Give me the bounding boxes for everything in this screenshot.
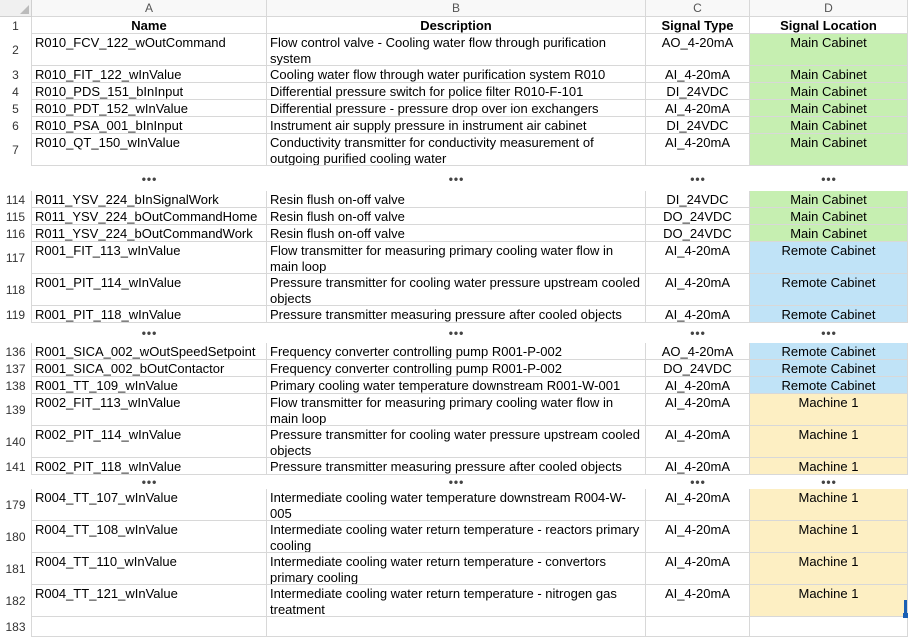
table-row [0, 191, 912, 208]
description-cell[interactable]: Differential pressure switch for police filter R010-F-101 [267, 83, 646, 100]
row-header[interactable]: 141 [0, 458, 32, 475]
name-cell[interactable]: R001_PIT_114_wInValue [32, 274, 267, 306]
signal-location-cell[interactable]: Remote Cabinet [750, 242, 908, 274]
table-row [0, 117, 912, 134]
row-header[interactable]: 117 [0, 242, 32, 274]
description-cell[interactable]: Primary cooling water temperature downstream R001-W-001 [267, 377, 646, 394]
row-header[interactable]: 1 [0, 17, 32, 34]
description-cell[interactable]: Flow transmitter for measuring primary cooling water flow in main loop [267, 242, 646, 274]
signal-type-cell[interactable]: AO_4-20mA [646, 343, 750, 360]
signal-type-cell[interactable]: AO_4-20mA [646, 34, 750, 66]
select-all-corner[interactable] [0, 0, 32, 17]
row-header[interactable]: 116 [0, 225, 32, 242]
signal-type-cell[interactable]: AI_4-20mA [646, 458, 750, 475]
table-row [0, 360, 912, 377]
name-cell[interactable]: R001_SICA_002_bOutContactor [32, 360, 267, 377]
description-cell[interactable]: Resin flush on-off valve [267, 191, 646, 208]
description-cell[interactable]: Differential pressure - pressure drop over ion exchangers [267, 100, 646, 117]
row-header[interactable]: 180 [0, 521, 32, 553]
signal-location-cell[interactable]: Machine 1 [750, 394, 908, 426]
name-cell[interactable]: R004_TT_108_wInValue [32, 521, 267, 553]
name-cell[interactable]: R011_YSV_224_bInSignalWork [32, 191, 267, 208]
signal-type-cell[interactable]: DI_24VDC [646, 83, 750, 100]
signal-type-cell[interactable]: DO_24VDC [646, 208, 750, 225]
column-header-a[interactable]: A [32, 0, 267, 17]
ellipsis-marker-c: ••• [690, 171, 706, 186]
signal-type-cell[interactable]: AI_4-20mA [646, 521, 750, 553]
table-row [0, 66, 912, 83]
table-row [0, 242, 912, 274]
description-cell[interactable]: Pressure transmitter for cooling water pressure upstream cooled objects [267, 274, 646, 306]
signal-type-cell[interactable]: DO_24VDC [646, 360, 750, 377]
signal-location-cell[interactable]: Remote Cabinet [750, 360, 908, 377]
name-cell[interactable]: R001_PIT_118_wInValue [32, 306, 267, 323]
signal-type-cell[interactable]: AI_4-20mA [646, 489, 750, 521]
name-cell[interactable] [32, 617, 267, 637]
signal-location-cell[interactable]: Main Cabinet [750, 134, 908, 166]
table-row [0, 100, 912, 117]
ellipsis-marker-d: ••• [750, 166, 908, 191]
signal-type-cell[interactable]: AI_4-20mA [646, 553, 750, 585]
name-cell[interactable]: R001_FIT_113_wInValue [32, 242, 267, 274]
table-row [0, 553, 912, 585]
name-cell[interactable]: R010_PSA_001_bInInput [32, 117, 267, 134]
description-cell[interactable]: Intermediate cooling water return temperature - nitrogen gas treatment [267, 585, 646, 617]
description-cell[interactable]: Pressure transmitter measuring pressure after cooled objects [267, 458, 646, 475]
name-cell[interactable]: R010_FCV_122_wOutCommand [32, 34, 267, 66]
header-signal-type-cell[interactable]: Signal Type [646, 17, 750, 34]
signal-location-cell[interactable]: Main Cabinet [750, 34, 908, 66]
signal-location-cell[interactable]: Main Cabinet [750, 100, 908, 117]
description-cell[interactable]: Cooling water flow through water purification system R010 [267, 66, 646, 83]
row-gap [0, 323, 912, 343]
row-header[interactable]: 138 [0, 377, 32, 394]
table-row [0, 426, 912, 458]
ellipsis-marker-c: ••• [690, 475, 706, 489]
row-header[interactable]: 183 [0, 617, 32, 637]
name-cell[interactable]: R002_FIT_113_wInValue [32, 394, 267, 426]
row-header[interactable]: 119 [0, 306, 32, 323]
signal-location-cell[interactable]: Machine 1 [750, 585, 908, 617]
signal-type-cell[interactable]: AI_4-20mA [646, 134, 750, 166]
description-cell[interactable]: Intermediate cooling water return temperature - convertors primary cooling [267, 553, 646, 585]
table-row [0, 377, 912, 394]
row-header[interactable]: 6 [0, 117, 32, 134]
signal-type-cell[interactable]: AI_4-20mA [646, 274, 750, 306]
table-row [0, 306, 912, 323]
name-cell[interactable]: R010_PDT_152_wInValue [32, 100, 267, 117]
row-header[interactable]: 137 [0, 360, 32, 377]
signal-location-cell[interactable]: Main Cabinet [750, 208, 908, 225]
column-header-d[interactable]: D [750, 0, 908, 17]
row-header[interactable]: 181 [0, 553, 32, 585]
row-header[interactable]: 5 [0, 100, 32, 117]
ellipsis-marker-d: ••• [750, 475, 908, 489]
column-header-c[interactable]: C [646, 0, 750, 17]
table-row [0, 343, 912, 360]
name-cell[interactable]: R002_PIT_114_wInValue [32, 426, 267, 458]
signal-location-cell[interactable]: Remote Cabinet [750, 343, 908, 360]
header-signal-location-cell[interactable]: Signal Location [750, 17, 908, 34]
ellipsis-marker-a: ••• [141, 326, 158, 340]
row-header[interactable]: 118 [0, 274, 32, 306]
signal-location-cell[interactable]: Main Cabinet [750, 191, 908, 208]
description-cell[interactable]: Intermediate cooling water temperature downstream R004-W-005 [267, 489, 646, 521]
signal-location-cell[interactable]: Machine 1 [750, 458, 908, 475]
signal-location-cell[interactable]: Machine 1 [750, 553, 908, 585]
table-row [0, 489, 912, 521]
table-row [0, 274, 912, 306]
row-header[interactable]: 7 [0, 134, 32, 166]
name-cell[interactable]: R002_PIT_118_wInValue [32, 458, 267, 475]
signal-location-cell[interactable]: Machine 1 [750, 489, 908, 521]
description-cell[interactable]: Frequency converter controlling pump R001-P-002 [267, 343, 646, 360]
name-cell[interactable]: R010_FIT_122_wInValue [32, 66, 267, 83]
signal-type-cell[interactable]: AI_4-20mA [646, 242, 750, 274]
row-header[interactable]: 179 [0, 489, 32, 521]
row-header[interactable]: 4 [0, 83, 32, 100]
row-header[interactable]: 2 [0, 34, 32, 66]
description-cell[interactable]: Flow control valve - Cooling water flow through purification system [267, 34, 646, 66]
signal-type-cell[interactable]: AI_4-20mA [646, 306, 750, 323]
signal-type-cell[interactable]: AI_4-20mA [646, 66, 750, 83]
name-cell[interactable]: R010_QT_150_wInValue [32, 134, 267, 166]
ellipsis-marker-b: ••• [448, 171, 465, 186]
signal-location-cell[interactable]: Main Cabinet [750, 117, 908, 134]
table-header-row [0, 17, 912, 34]
signal-location-cell[interactable] [750, 617, 908, 637]
signal-type-cell[interactable]: DI_24VDC [646, 117, 750, 134]
table-row [0, 617, 912, 637]
row-header[interactable]: 140 [0, 426, 32, 458]
signal-type-cell[interactable]: AI_4-20mA [646, 100, 750, 117]
name-cell[interactable]: R011_YSV_224_bOutCommandWork [32, 225, 267, 242]
signal-type-cell[interactable]: AI_4-20mA [646, 426, 750, 458]
name-cell[interactable]: R004_TT_110_wInValue [32, 553, 267, 585]
row-header[interactable]: 136 [0, 343, 32, 360]
description-cell[interactable] [267, 617, 646, 637]
row-header[interactable]: 115 [0, 208, 32, 225]
table-row [0, 208, 912, 225]
ellipsis-marker-b: ••• [448, 475, 465, 489]
header-description-cell[interactable]: Description [267, 17, 646, 34]
description-cell[interactable]: Frequency converter controlling pump R001-P-002 [267, 360, 646, 377]
name-cell[interactable]: R004_TT_121_wInValue [32, 585, 267, 617]
table-row [0, 225, 912, 242]
table-row [0, 134, 912, 166]
table-row [0, 521, 912, 553]
signal-location-cell[interactable]: Remote Cabinet [750, 306, 908, 323]
description-cell[interactable]: Conductivity transmitter for conductivity measurement of outgoing purified cooling water [267, 134, 646, 166]
ellipsis-marker-d: ••• [750, 323, 908, 343]
table-row [0, 458, 912, 475]
row-header[interactable]: 139 [0, 394, 32, 426]
signal-location-cell[interactable]: Main Cabinet [750, 225, 908, 242]
ellipsis-marker-a: ••• [141, 171, 158, 186]
table-row [0, 83, 912, 100]
signal-location-cell[interactable]: Main Cabinet [750, 83, 908, 100]
selection-border [904, 600, 907, 614]
row-header[interactable]: 3 [0, 66, 32, 83]
description-cell[interactable]: Pressure transmitter measuring pressure after cooled objects [267, 306, 646, 323]
signal-location-cell[interactable]: Remote Cabinet [750, 377, 908, 394]
row-header[interactable]: 114 [0, 191, 32, 208]
signal-type-cell[interactable]: DO_24VDC [646, 225, 750, 242]
table-row [0, 394, 912, 426]
row-gap [0, 166, 912, 191]
name-cell[interactable]: R011_YSV_224_bOutCommandHome [32, 208, 267, 225]
signal-location-cell[interactable]: Remote Cabinet [750, 274, 908, 306]
row-header[interactable]: 182 [0, 585, 32, 617]
signal-location-cell[interactable]: Machine 1 [750, 426, 908, 458]
description-cell[interactable]: Resin flush on-off valve [267, 225, 646, 242]
ellipsis-marker-c: ••• [690, 326, 706, 340]
signal-location-cell[interactable]: Machine 1 [750, 521, 908, 553]
column-header-b[interactable]: B [267, 0, 646, 17]
signal-type-cell[interactable]: AI_4-20mA [646, 394, 750, 426]
ellipsis-marker-b: ••• [448, 326, 465, 340]
signal-type-cell[interactable]: AI_4-20mA [646, 585, 750, 617]
description-cell[interactable]: Intermediate cooling water return temperature - reactors primary cooling [267, 521, 646, 553]
signal-location-cell[interactable]: Main Cabinet [750, 66, 908, 83]
description-cell[interactable]: Resin flush on-off valve [267, 208, 646, 225]
signal-type-cell[interactable]: AI_4-20mA [646, 377, 750, 394]
name-cell[interactable]: R004_TT_107_wInValue [32, 489, 267, 521]
ellipsis-marker-a: ••• [141, 475, 158, 489]
name-cell[interactable]: R010_PDS_151_bInInput [32, 83, 267, 100]
row-gap [0, 475, 912, 489]
name-cell[interactable]: R001_TT_109_wInValue [32, 377, 267, 394]
table-row [0, 585, 912, 617]
header-name-cell[interactable]: Name [32, 17, 267, 34]
name-cell[interactable]: R001_SICA_002_wOutSpeedSetpoint [32, 343, 267, 360]
corner-triangle-icon [20, 5, 29, 14]
description-cell[interactable]: Instrument air supply pressure in instrument air cabinet [267, 117, 646, 134]
description-cell[interactable]: Pressure transmitter for cooling water pressure upstream cooled objects [267, 426, 646, 458]
signal-type-cell[interactable] [646, 617, 750, 637]
table-row [0, 34, 912, 66]
fill-handle[interactable] [903, 613, 908, 618]
signal-type-cell[interactable]: DI_24VDC [646, 191, 750, 208]
description-cell[interactable]: Flow transmitter for measuring primary cooling water flow in main loop [267, 394, 646, 426]
